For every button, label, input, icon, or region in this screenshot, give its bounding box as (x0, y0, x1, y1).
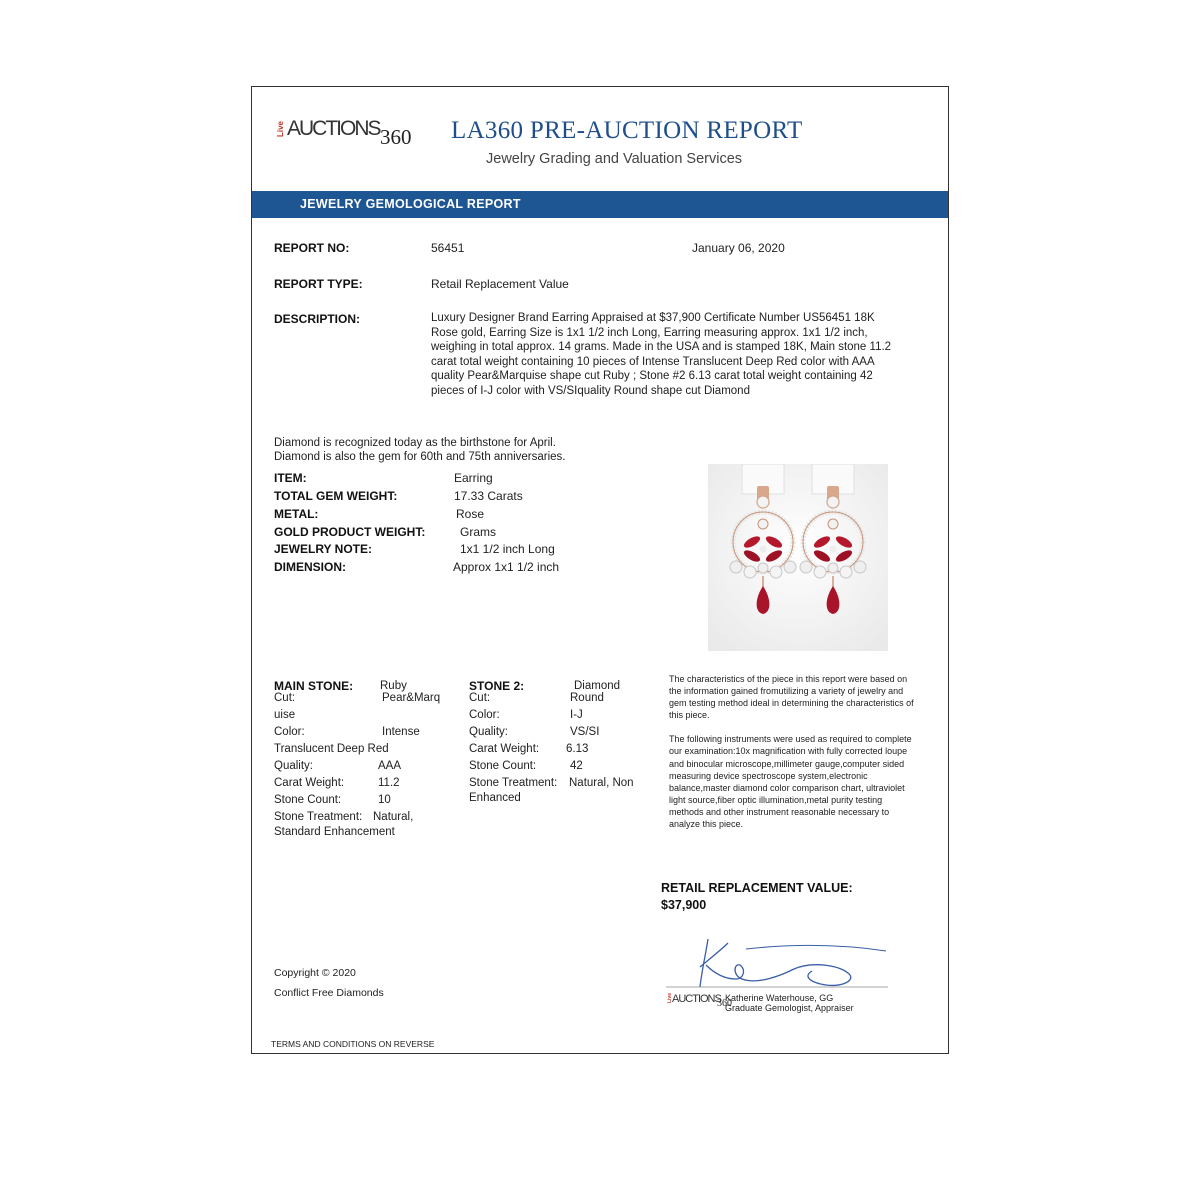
main-cut-value-cont: uise (274, 709, 296, 721)
birthstone-line-1: Diamond is recognized today as the birthstone for April. (274, 437, 556, 449)
section-banner (252, 191, 948, 218)
examination-notes (669, 673, 915, 830)
stone2-treatment-value-cont: Enhanced (469, 792, 521, 804)
stone2-name: Diamond (574, 680, 621, 692)
report-page (251, 86, 949, 1054)
main-color-value-cont: Translucent Deep Red (274, 743, 389, 755)
stone2-count-label: Stone Count: (469, 760, 537, 772)
stone2-count-value: 42 (570, 760, 583, 772)
dimension-value: Approx 1x1 1/2 inch (453, 560, 560, 574)
stone2-cut-label: Cut: (469, 692, 491, 704)
footer-logo-360: 360 (717, 998, 732, 1009)
stone2-color-label: Color: (469, 709, 500, 721)
birthstone-note (274, 436, 566, 464)
stone2-carat-value: 6.13 (566, 743, 589, 755)
main-count-value: 10 (378, 794, 391, 806)
earring-illustration (708, 464, 888, 651)
metal-label: METAL: (274, 507, 319, 521)
main-treatment-value: Natural, (373, 811, 414, 823)
copyright-text: Copyright © 2020 (274, 967, 356, 979)
report-title: LA360 PRE-AUCTION REPORT (451, 117, 803, 144)
appraiser-signature (662, 935, 892, 995)
stone2-treatment-value: Natural, Non (569, 777, 634, 789)
main-stone-name: Ruby (380, 680, 407, 692)
appraiser-name: Katherine Waterhouse, GG (725, 993, 834, 1003)
footer-logo-auctions: AUCTIONS (672, 993, 721, 1005)
main-quality-label: Quality: (274, 760, 313, 772)
main-count-label: Stone Count: (274, 794, 342, 806)
report-type-value: Retail Replacement Value (431, 277, 569, 291)
stone2-quality-value: VS/SI (570, 726, 600, 738)
report-subtitle: Jewelry Grading and Valuation Services (486, 151, 743, 167)
birthstone-line-2: Diamond is also the gem for 60th and 75th anniversaries. (274, 451, 566, 463)
banner-label: JEWELRY GEMOLOGICAL REPORT (300, 197, 521, 211)
total-gem-weight-label: TOTAL GEM WEIGHT: (274, 489, 398, 503)
stone2-label: STONE 2: (469, 679, 525, 693)
footer-logo (667, 993, 732, 1011)
dimension-label: DIMENSION: (274, 560, 346, 574)
retail-value-amount: $37,900 (661, 898, 707, 912)
notes-paragraph-1: The characteristics of the piece in this report were based on the information gained fromutilizing a variety of jewelry and gem testing method ideal in determining the characteristics of this piece. (669, 674, 914, 721)
description-label: DESCRIPTION: (274, 312, 361, 326)
gold-weight-value: Grams (460, 525, 496, 539)
logo-auctions-text: AUCTIONS (287, 117, 380, 140)
item-value: Earring (454, 471, 493, 485)
logo-360-text: 360 (380, 125, 412, 149)
jewelry-note-label: JEWELRY NOTE: (274, 542, 373, 556)
retail-value-label: RETAIL REPLACEMENT VALUE: (661, 881, 853, 895)
main-quality-value: AAA (378, 760, 402, 772)
report-no-value: 56451 (431, 241, 465, 255)
main-color-value: Intense (382, 726, 420, 738)
stone2-treatment-label: Stone Treatment: (469, 777, 558, 789)
jewelry-note-value: 1x1 1/2 inch Long (460, 542, 555, 556)
main-cut-value: Pear&Marq (382, 692, 441, 704)
main-color-label: Color: (274, 726, 305, 738)
description-text: Luxury Designer Brand Earring Appraised at $37,900 Certificate Number US56451 18K Rose gold, Earring Size is 1x1 1/2 inch Long, Earring measuring approx. 1x1 1/2 inch, weighing in total approx. 14 grams. Made in the USA and is stamped 18K, Main stone 11.2 carat total weight containing 10 pieces of Intense Translucent Deep Red color with AAA quality Pear&Marquise shape cut Ruby ; Stone #2 6.13 carat total weight containing 42 pieces of I-J color with VS/SIquality Round shape cut Diamond (431, 312, 892, 397)
gold-weight-label: GOLD PRODUCT WEIGHT: (274, 525, 426, 539)
metal-value: Rose (456, 507, 485, 521)
report-no-label: REPORT NO: (274, 241, 350, 255)
logo-live-text: Live (276, 121, 285, 138)
report-date: January 06, 2020 (692, 241, 785, 255)
report-type-label: REPORT TYPE: (274, 277, 363, 291)
earring-photo (708, 464, 888, 651)
conflict-free-text: Conflict Free Diamonds (274, 987, 384, 999)
total-gem-weight-value: 17.33 Carats (454, 489, 523, 503)
footer-logo-live: Live (667, 993, 673, 1004)
stone2-color-value: I-J (570, 709, 583, 721)
main-stone-label: MAIN STONE: (274, 679, 354, 693)
stone2-cut-value: Round (570, 692, 604, 704)
terms-link[interactable]: TERMS AND CONDITIONS ON REVERSE (271, 1039, 435, 1049)
brand-logo (276, 117, 426, 151)
item-label: ITEM: (274, 471, 307, 485)
main-treatment-label: Stone Treatment: (274, 811, 363, 823)
main-treatment-value-cont: Standard Enhancement (274, 826, 395, 838)
appraiser-block (725, 993, 854, 1013)
appraiser-title: Graduate Gemologist, Appraiser (725, 1003, 854, 1013)
main-cut-label: Cut: (274, 692, 296, 704)
stone2-carat-label: Carat Weight: (469, 743, 540, 755)
notes-paragraph-2: The following instruments were used as required to complete our examination:10x magnification with fully corrected loupe and binocular microscope,millimeter gauge,computer sided measuring device spectroscope system,electronic balance,master diamond color comparison chart, ultraviolet light source,fiber optic illumination,metal purity testing methods and other instrument reasonable necessary to analyze this piece. (669, 734, 912, 830)
main-carat-label: Carat Weight: (274, 777, 345, 789)
stone2-quality-label: Quality: (469, 726, 508, 738)
main-carat-value: 11.2 (378, 777, 400, 789)
